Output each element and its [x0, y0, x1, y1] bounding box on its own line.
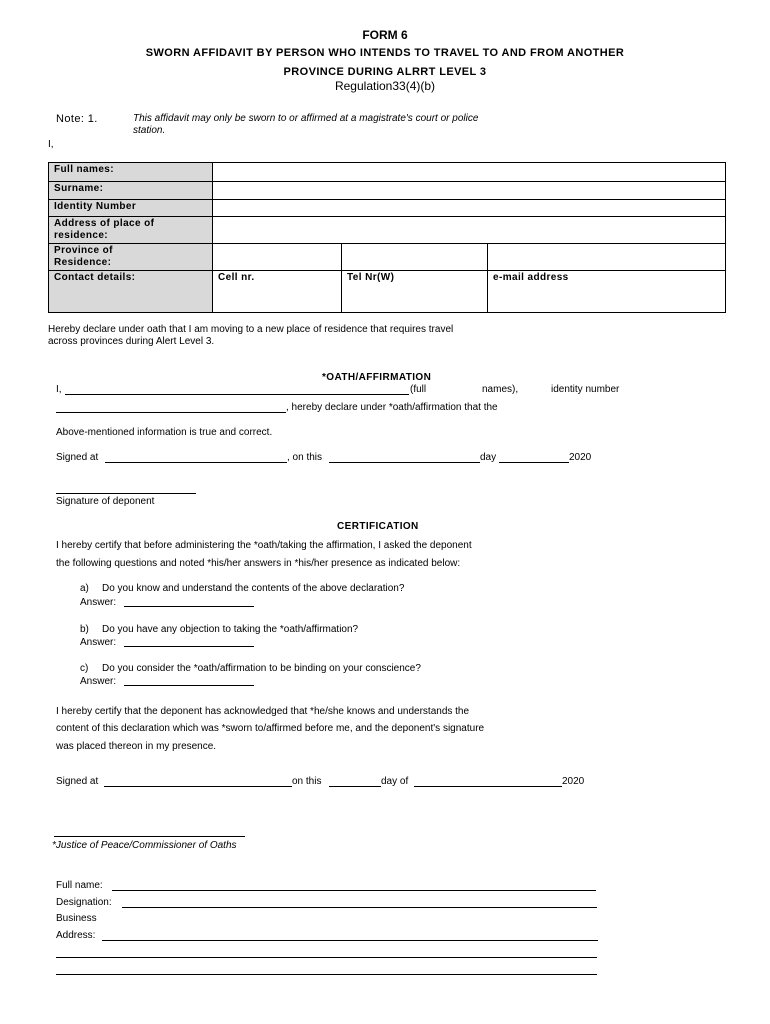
declaration-line2: across provinces during Alert Level 3.	[48, 336, 215, 347]
cert-day-of-line[interactable]	[414, 786, 562, 787]
signed-at-line[interactable]	[105, 462, 287, 463]
certification2-line3: was placed thereon in my presence.	[56, 741, 217, 752]
email-field[interactable]	[488, 271, 726, 313]
province-field[interactable]	[213, 244, 342, 271]
answer-c-label: Answer:	[80, 676, 117, 687]
question-b-letter: b)	[80, 624, 89, 635]
designation-line[interactable]	[122, 907, 597, 908]
cert-signed-at: Signed at	[56, 776, 99, 787]
tel-nr-field[interactable]	[342, 271, 488, 313]
address-line1[interactable]	[102, 940, 598, 941]
designation-label: Designation:	[56, 897, 112, 908]
regulation: Regulation33(4)(b)	[334, 79, 436, 93]
business-label: Business	[56, 913, 97, 924]
oath-on-this: , on this	[287, 452, 323, 463]
declaration-line1: Hereby declare under oath that I am moving to a new place of residence that requires travel	[48, 324, 454, 335]
address-field[interactable]	[213, 217, 726, 244]
oath-names: names),	[482, 384, 519, 395]
oath-signed-at: Signed at	[56, 452, 99, 463]
i-label: I,	[48, 139, 54, 150]
question-b: Do you have any objection to taking the *oath/affirmation?	[102, 624, 359, 635]
day-line[interactable]	[499, 462, 569, 463]
full-name-line[interactable]	[112, 890, 596, 891]
cell-nr-label: Cell nr.	[218, 272, 255, 283]
note-label: Note: 1.	[56, 113, 98, 125]
oath-heading: *OATH/AFFIRMATION	[322, 372, 432, 383]
oath-day: day	[480, 452, 497, 463]
province-label-line2: Residence:	[54, 257, 112, 268]
answer-c-line[interactable]	[124, 685, 254, 686]
full-names-line[interactable]	[65, 394, 409, 395]
identity-number-field[interactable]	[213, 200, 726, 217]
certification2-line2: content of this declaration which was *sworn to/affirmed before me, and the deponent's signature	[56, 723, 485, 734]
details-table	[48, 162, 726, 313]
form-title-line2: PROVINCE DURING ALRRT LEVEL 3	[283, 66, 487, 78]
question-a-letter: a)	[80, 583, 89, 594]
question-c-letter: c)	[80, 663, 89, 674]
contact-details-label: Contact details:	[49, 271, 213, 313]
cert-on-this: on this	[292, 776, 322, 787]
province-label-line1: Province of	[54, 245, 113, 256]
identity-number-label: Identity Number	[49, 200, 213, 217]
cert-on-this-line[interactable]	[329, 786, 381, 787]
address-label-line1: Address of place of	[54, 218, 155, 229]
email-label: e-mail address	[493, 272, 569, 283]
full-names-label: Full names:	[49, 163, 213, 182]
oath-year: 2020	[569, 452, 592, 463]
oath-identity-number: identity number	[551, 384, 620, 395]
certification-heading: CERTIFICATION	[337, 521, 419, 532]
answer-b-label: Answer:	[80, 637, 117, 648]
cert-year: 2020	[562, 776, 585, 787]
answer-a-line[interactable]	[124, 606, 254, 607]
note-text-line1: This affidavit may only be sworn to or affirmed at a magistrate's court or police	[133, 113, 479, 124]
province-field-3[interactable]	[488, 244, 726, 271]
certification-line1: I hereby certify that before administering the *oath/taking the affirmation, I asked the deponent	[56, 540, 472, 551]
identity-number-line[interactable]	[56, 412, 286, 413]
address-label-line2: residence:	[54, 230, 109, 241]
full-names-field[interactable]	[213, 163, 726, 182]
cert-signed-at-line[interactable]	[104, 786, 292, 787]
address-line3[interactable]	[56, 974, 597, 975]
answer-a-label: Answer:	[80, 597, 117, 608]
address-label	[49, 217, 213, 244]
form-title-line1: SWORN AFFIDAVIT BY PERSON WHO INTENDS TO TRAVEL TO AND FROM ANOTHER	[145, 47, 625, 59]
question-c: Do you consider the *oath/affirmation to be binding on your conscience?	[102, 663, 421, 674]
cell-nr-field[interactable]	[213, 271, 342, 313]
justice-signature-line[interactable]	[54, 836, 245, 837]
surname-field[interactable]	[213, 182, 726, 200]
justice-label: *Justice of Peace/Commissioner of Oaths	[52, 840, 237, 851]
deponent-signature-line[interactable]	[56, 493, 196, 494]
tel-nr-label: Tel Nr(W)	[347, 272, 395, 283]
oath-i-prefix: I,	[56, 384, 62, 395]
oath-above: Above-mentioned information is true and correct.	[56, 427, 273, 438]
deponent-signature-label: Signature of deponent	[56, 496, 155, 507]
surname-label: Surname:	[49, 182, 213, 200]
oath-hereby: , hereby declare under *oath/affirmation that the	[286, 402, 498, 413]
answer-b-line[interactable]	[124, 646, 254, 647]
note-text-line2: station.	[133, 125, 166, 136]
form-number: FORM 6	[362, 28, 408, 42]
certification-line2: the following questions and noted *his/her answers in *his/her presence as indicated below:	[56, 558, 461, 569]
full-name-label: Full name:	[56, 880, 103, 891]
province-label	[49, 244, 213, 271]
address-label: Address:	[56, 930, 96, 941]
on-this-line[interactable]	[329, 462, 480, 463]
address-line2[interactable]	[56, 957, 597, 958]
cert-day-of: day of	[381, 776, 409, 787]
certification2-line1: I hereby certify that the deponent has acknowledged that *he/she knows and understands the	[56, 706, 470, 717]
province-field-2[interactable]	[342, 244, 488, 271]
question-a: Do you know and understand the contents of the above declaration?	[102, 583, 405, 594]
oath-full: (full	[410, 384, 427, 395]
